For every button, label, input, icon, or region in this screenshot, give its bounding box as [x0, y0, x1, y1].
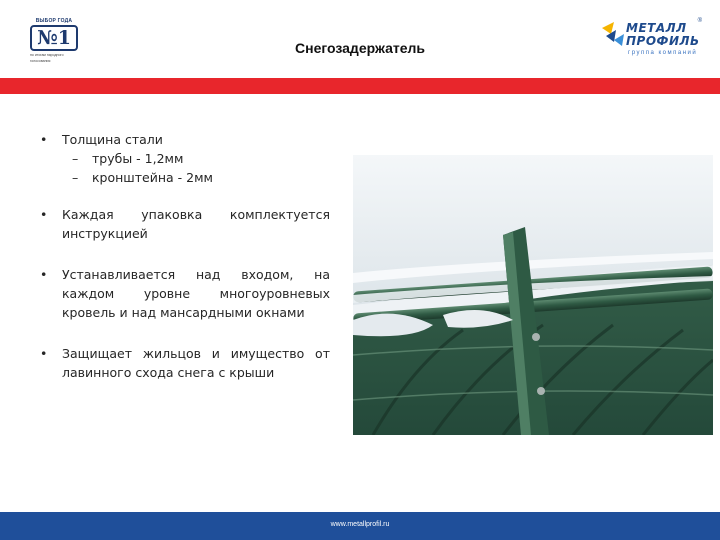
badge-top-text: ВЫБОР ГОДА [35, 18, 73, 24]
bullet-text: Устанавливается над входом, на каждом уровне многоуровневых кровель и над мансардными окнами [62, 267, 330, 320]
sub-dash: – [72, 151, 79, 166]
bullet-text: Защищает жильцов и имущество от лавинного схода снега с крыши [62, 346, 330, 380]
sub-item-text: кронштейна - 2мм [92, 170, 213, 185]
bullet-dot: • [40, 207, 48, 222]
bullet-item [40, 265, 330, 322]
bullet-text: Толщина стали [62, 132, 163, 147]
bullet-list [40, 130, 330, 404]
sub-item [62, 168, 330, 187]
bullet-text: Каждая упаковка комплектуется инструкцией [62, 207, 330, 241]
snow-guard-illustration [353, 155, 713, 435]
bullet-item [40, 205, 330, 243]
sub-dash: – [72, 170, 79, 185]
sub-item-text: трубы - 1,2мм [92, 151, 184, 166]
logo-registered-mark: ® [697, 18, 702, 24]
slide-footer [0, 512, 720, 540]
slide-header [0, 0, 720, 78]
bullet-dot: • [40, 346, 48, 361]
bullet-item [40, 344, 330, 382]
badge-sub-text-1: по итогам народного [30, 53, 64, 57]
badge-sub-text-2: голосования [30, 59, 51, 63]
logo-emblem-icon [600, 20, 626, 48]
slide-title: Снегозадержатель [295, 40, 425, 56]
bullet-dot: • [40, 267, 48, 282]
sub-item [62, 149, 330, 168]
product-photo [353, 155, 713, 435]
header-accent-band [0, 78, 720, 94]
logo-text-line1: МЕТАЛЛ [626, 21, 687, 35]
logo-text-line2: ПРОФИЛЬ [626, 34, 700, 48]
footer-website-link[interactable]: www.metallprofil.ru [330, 521, 390, 528]
badge-number: №1 [30, 25, 78, 51]
bullet-dot: • [40, 132, 48, 147]
logo-tagline: группа компаний [628, 50, 698, 56]
bullet-item [40, 130, 330, 187]
company-logo [600, 18, 704, 62]
